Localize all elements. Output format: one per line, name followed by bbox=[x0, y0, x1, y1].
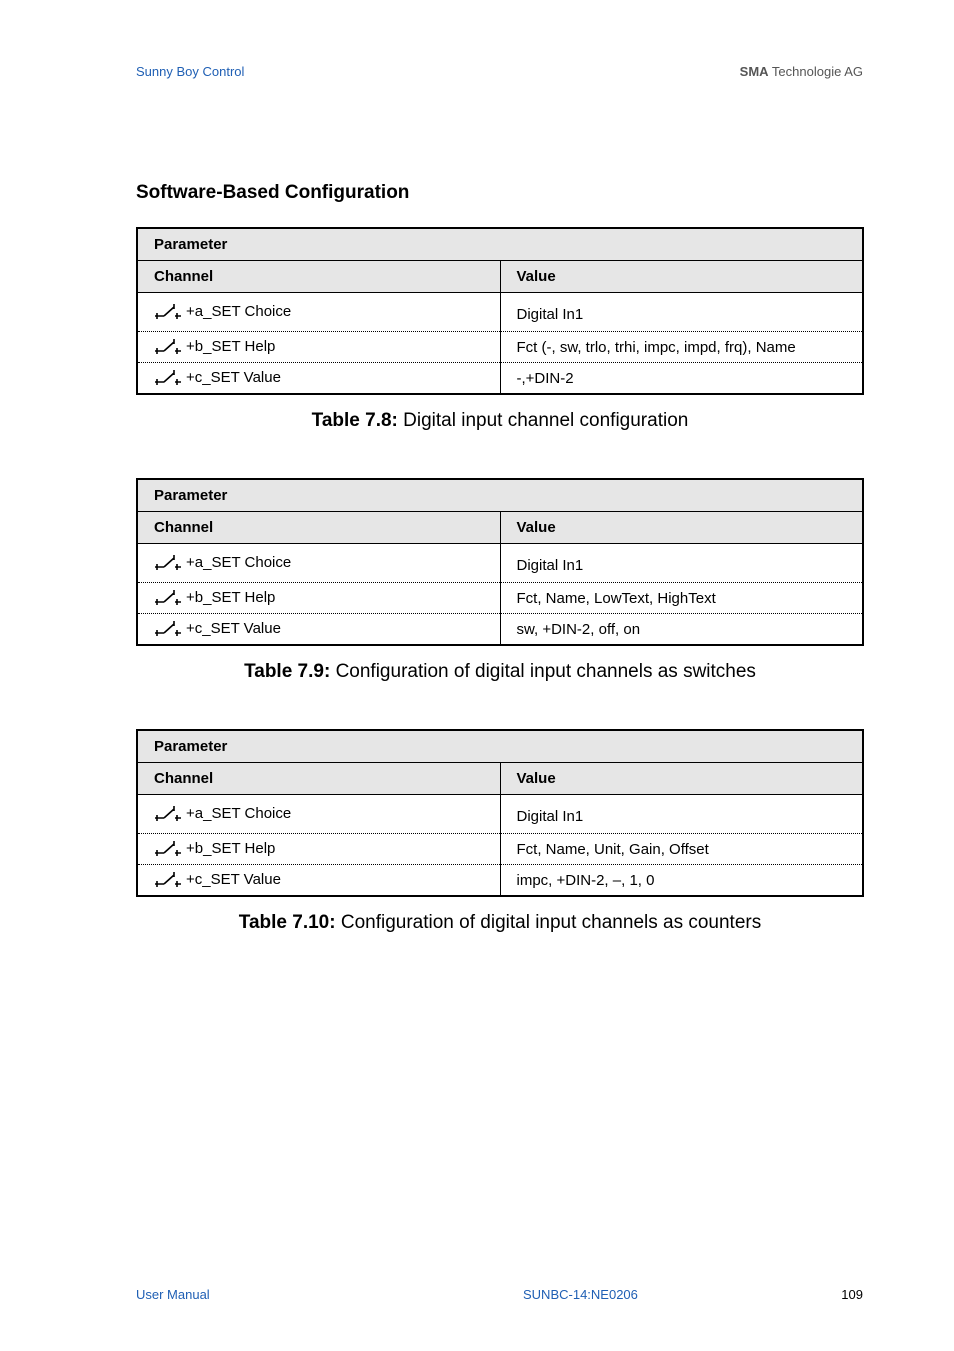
value-cell: sw, +DIN-2, off, on bbox=[516, 620, 641, 638]
parameter-header: Parameter bbox=[137, 730, 863, 763]
table-caption-7-10 bbox=[136, 912, 864, 934]
config-table-7-10 bbox=[136, 729, 864, 897]
table-row bbox=[137, 332, 863, 363]
caption-text: Digital input channel configuration bbox=[397, 410, 689, 431]
switch-icon bbox=[154, 338, 182, 356]
channel-cell: +c_SET Value bbox=[186, 619, 281, 637]
channel-cell: +b_SET Help bbox=[186, 839, 276, 857]
header-manual-title: Sunny Boy Control bbox=[136, 64, 245, 79]
value-column-header: Value bbox=[500, 261, 863, 293]
caption-text: Configuration of digital input channels as switches bbox=[330, 661, 756, 682]
footer-doc-type: User Manual bbox=[136, 1287, 210, 1302]
footer-doc-code: SUNBC-14:NE0206 bbox=[523, 1287, 638, 1302]
table-caption-7-9 bbox=[136, 661, 864, 683]
channel-column-header: Channel bbox=[137, 261, 500, 293]
value-column-header: Value bbox=[500, 763, 863, 795]
switch-icon bbox=[154, 805, 182, 823]
channel-cell: +c_SET Value bbox=[186, 368, 281, 386]
value-cell: Fct, Name, Unit, Gain, Offset bbox=[500, 834, 863, 865]
channel-column-header: Channel bbox=[137, 512, 500, 544]
caption-label: Table 7.10: bbox=[238, 912, 336, 933]
header-brand: SMA bbox=[739, 64, 769, 79]
table-row bbox=[137, 614, 863, 646]
page-number: 109 bbox=[841, 1287, 863, 1302]
caption-text: Configuration of digital input channels as counters bbox=[335, 912, 762, 933]
channel-cell: +a_SET Choice bbox=[186, 553, 292, 571]
table-row bbox=[137, 834, 863, 865]
channel-cell: +a_SET Choice bbox=[186, 804, 292, 822]
value-column-header: Value bbox=[500, 512, 863, 544]
switch-icon bbox=[154, 303, 182, 321]
table-row bbox=[137, 293, 863, 332]
channel-cell: +c_SET Value bbox=[186, 870, 281, 888]
value-cell: Fct (-, sw, trlo, trhi, impc, impd, frq), Name bbox=[500, 332, 863, 363]
switch-icon bbox=[154, 369, 182, 387]
switch-icon bbox=[154, 589, 182, 607]
table-row bbox=[137, 583, 863, 614]
switch-icon bbox=[154, 620, 182, 638]
channel-cell: +b_SET Help bbox=[186, 337, 276, 355]
table-row bbox=[137, 363, 863, 395]
section-title: Software-Based Configuration bbox=[136, 182, 410, 203]
config-table-7-9 bbox=[136, 478, 864, 646]
value-cell: Digital In1 bbox=[500, 795, 863, 834]
value-cell: impc, +DIN-2, –, 1, 0 bbox=[516, 871, 655, 889]
table-row bbox=[137, 544, 863, 583]
switch-icon bbox=[154, 871, 182, 889]
switch-icon bbox=[154, 554, 182, 572]
config-table-7-8 bbox=[136, 227, 864, 395]
value-cell: Fct, Name, LowText, HighText bbox=[500, 583, 863, 614]
parameter-header: Parameter bbox=[137, 479, 863, 512]
value-cell: Digital In1 bbox=[500, 293, 863, 332]
table-row bbox=[137, 865, 863, 897]
table-caption-7-8 bbox=[136, 410, 864, 432]
channel-cell: +a_SET Choice bbox=[186, 302, 292, 320]
channel-column-header: Channel bbox=[137, 763, 500, 795]
caption-label: Table 7.8: bbox=[311, 410, 398, 431]
value-cell: -,+DIN-2 bbox=[516, 369, 574, 387]
channel-cell: +b_SET Help bbox=[186, 588, 276, 606]
header-company-rest: Technologie AG bbox=[768, 64, 863, 79]
value-cell: Digital In1 bbox=[500, 544, 863, 583]
header-company bbox=[740, 64, 863, 79]
switch-icon bbox=[154, 840, 182, 858]
caption-label: Table 7.9: bbox=[244, 661, 331, 682]
parameter-header: Parameter bbox=[137, 228, 863, 261]
table-row bbox=[137, 795, 863, 834]
